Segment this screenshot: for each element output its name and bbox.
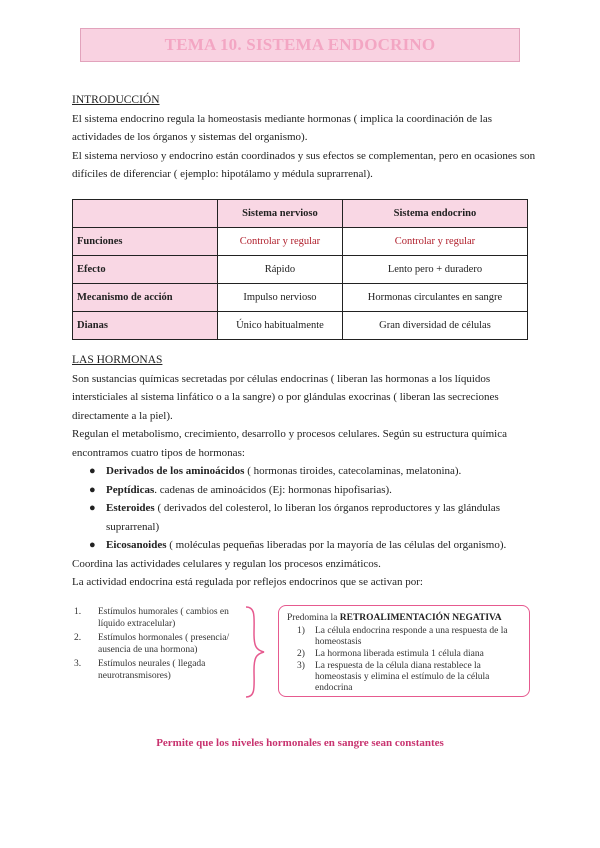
feedback-lead-text: Predomina la xyxy=(287,613,340,623)
type-name: Peptídicas xyxy=(106,483,155,496)
type-desc: ( derivados del colesterol, lo liberan los órganos reproductores y las glándulas suprarrenal) xyxy=(106,502,500,533)
list-item xyxy=(72,536,542,555)
list-item xyxy=(287,649,521,660)
comparison-table xyxy=(72,199,528,340)
type-desc: ( hormonas tiroides, catecolaminas, melatonina). xyxy=(244,465,462,477)
bullet-icon: ● xyxy=(89,502,96,514)
list-item xyxy=(72,481,542,500)
list-item xyxy=(72,462,542,481)
hormonas-paragraph-1: Son sustancias químicas secretadas por células endocrinas ( liberan las hormonas a los líquidos intersticiales al sistema linfático o a la sangre) o por glándulas exocrinas ( liberan las secreciones directamente a la piel). xyxy=(72,372,499,422)
cell-endocrino: Gran diversidad de células xyxy=(342,312,527,340)
item-number: 1) xyxy=(297,626,305,636)
type-desc: . cadenas de aminoácidos (Ej: hormonas hipofisarias). xyxy=(154,483,392,496)
hormonas-section xyxy=(72,351,542,592)
cell-nervioso: Rápido xyxy=(218,256,343,284)
list-item xyxy=(74,659,254,682)
hormonas-paragraph-2: Regulan el metabolismo, crecimiento, desarrollo y procesos celulares. Según su estructura química encontramos cuatro tipos de hormonas: xyxy=(72,428,507,459)
list-item xyxy=(74,633,254,656)
cell-endocrino: Lento pero + duradero xyxy=(342,256,527,284)
stimuli-list xyxy=(74,607,254,685)
hormone-types-list xyxy=(72,462,542,555)
page-title: TEMA 10. SISTEMA ENDOCRINO xyxy=(164,35,436,54)
final-statement: Permite que los niveles hormonales en sangre sean constantes xyxy=(156,737,444,749)
list-item xyxy=(287,661,521,694)
hormonas-heading: LAS HORMONAS xyxy=(72,354,163,366)
list-item xyxy=(72,499,542,536)
item-text: Estímulos neurales ( llegada neurotransmisores) xyxy=(98,659,206,681)
type-name: Derivados de los aminoácidos xyxy=(106,465,245,477)
item-number: 2) xyxy=(297,649,305,659)
list-item xyxy=(287,626,521,648)
item-number: 2. xyxy=(74,633,82,643)
intro-heading: INTRODUCCIÓN xyxy=(72,94,160,106)
item-text: La hormona liberada estimula 1 célula diana xyxy=(315,649,484,659)
feedback-box xyxy=(278,605,530,697)
feedback-lead xyxy=(287,613,521,624)
item-number: 3. xyxy=(74,659,82,669)
cell-nervioso: Impulso nervioso xyxy=(218,284,343,312)
feedback-bold: RETROALIMENTACIÓN NEGATIVA xyxy=(339,613,502,623)
item-number: 3) xyxy=(297,661,305,671)
cell-endocrino: Hormonas circulantes en sangre xyxy=(342,284,527,312)
bullet-icon: ● xyxy=(89,465,96,477)
col-header-endocrino: Sistema endocrino xyxy=(342,200,527,228)
item-text: Estímulos humorales ( cambios en líquido extracelular) xyxy=(98,607,229,629)
hormonas-paragraph-4: La actividad endocrina está regulada por reflejos endocrinos que se activan por: xyxy=(72,576,423,588)
table-header-row xyxy=(73,200,528,228)
row-label: Mecanismo de acción xyxy=(73,284,218,312)
item-text: Estímulos hormonales ( presencia/ ausencia de una hormona) xyxy=(98,633,230,655)
cell-endocrino: Controlar y regular xyxy=(342,228,527,256)
item-number: 1. xyxy=(74,607,82,617)
table-corner-cell xyxy=(73,200,218,228)
table-row xyxy=(73,312,528,340)
intro-paragraph-2: El sistema nervioso y endocrino están coordinados y sus efectos se complementan, pero en ocasiones son difíciles de diferenciar ( ejemplo: hipotálamo y médula suprarrenal). xyxy=(72,149,536,180)
type-desc: ( moléculas pequeñas liberadas por la mayoría de las células del organismo). xyxy=(166,539,507,551)
item-text: La respuesta de la célula diana restablece la homeostasis y elimina el estímulo de la célula endocrina xyxy=(315,661,490,693)
type-name: Esteroides xyxy=(106,502,155,514)
cell-nervioso: Controlar y regular xyxy=(218,228,343,256)
row-label: Funciones xyxy=(73,228,218,256)
cell-nervioso: Único habitualmente xyxy=(218,312,343,340)
intro-paragraph-1: El sistema endocrino regula la homeostasis mediante hormonas ( implica la coordinación de las actividades de los órganos y sistemas del organismo). xyxy=(72,112,493,143)
table-row xyxy=(73,228,528,256)
list-item xyxy=(74,607,254,630)
bullet-icon: ● xyxy=(89,483,96,496)
row-label: Dianas xyxy=(73,312,218,340)
type-name: Eicosanoides xyxy=(106,539,167,551)
bullet-icon: ● xyxy=(89,539,96,551)
item-text: La célula endocrina responde a una respuesta de la homeostasis xyxy=(315,626,508,647)
col-header-nervioso: Sistema nervioso xyxy=(218,200,343,228)
hormonas-paragraph-3: Coordina las actividades celulares y regulan los procesos enzimáticos. xyxy=(72,557,381,570)
row-label: Efecto xyxy=(73,256,218,284)
curly-brace-icon xyxy=(240,604,268,700)
table-row xyxy=(73,284,528,312)
table-row xyxy=(73,256,528,284)
title-box xyxy=(80,28,520,62)
intro-section xyxy=(72,91,542,184)
